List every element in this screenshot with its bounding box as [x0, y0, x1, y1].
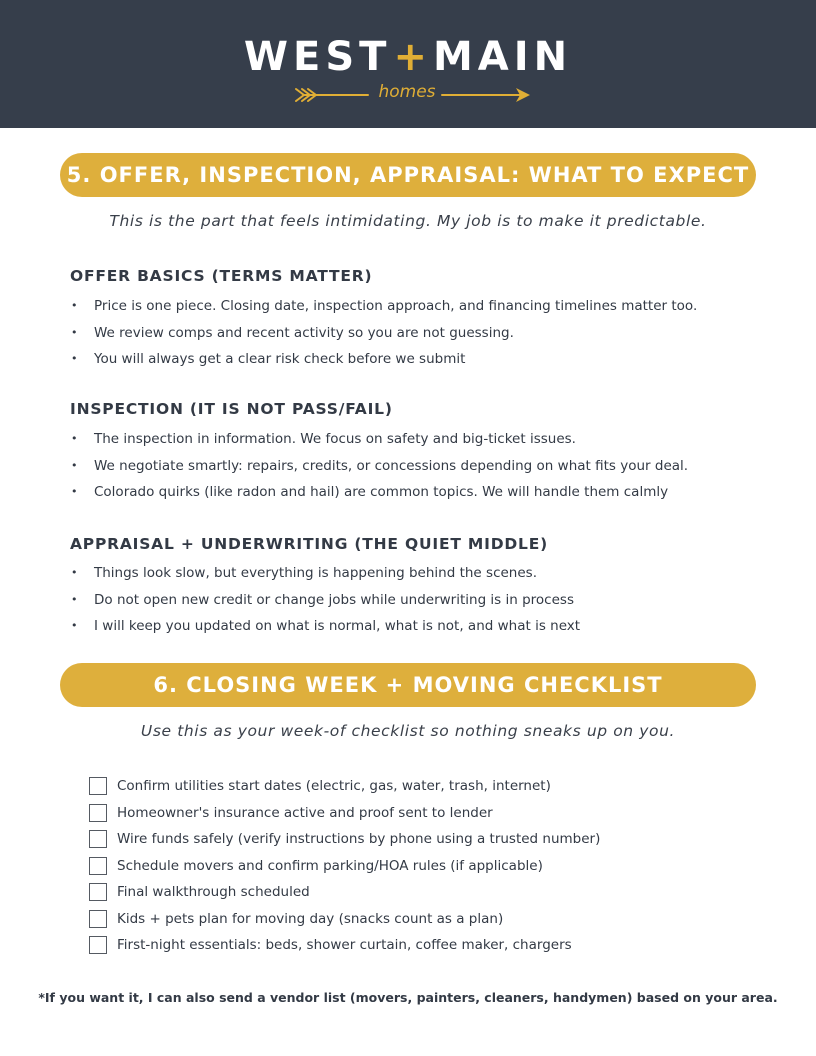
bullet-icon: •	[71, 352, 78, 365]
checkbox[interactable]	[89, 910, 107, 928]
checkbox[interactable]	[89, 857, 107, 875]
inspection-list	[70, 429, 688, 509]
bullet-icon: •	[71, 619, 78, 632]
section-5-intro: This is the part that feels intimidating. My job is to make it predictable.	[109, 212, 707, 230]
brand-logo	[0, 34, 816, 80]
moving-checklist	[89, 776, 600, 962]
checkbox[interactable]	[89, 936, 107, 954]
brand-tagline-row	[0, 82, 816, 108]
checklist-item[interactable]: First-night essentials: beds, shower curtain, coffee maker, chargers	[89, 935, 600, 962]
checklist-item[interactable]: Kids + pets plan for moving day (snacks count as a plan)	[89, 909, 600, 936]
checklist-item[interactable]: Homeowner's insurance active and proof sent to lender	[89, 803, 600, 830]
offer-basics-list	[70, 296, 697, 376]
brand-plus: +	[393, 34, 427, 80]
checklist-item[interactable]: Confirm utilities start dates (electric, gas, water, trash, internet)	[89, 776, 600, 803]
bullet-icon: •	[71, 299, 78, 312]
list-item: • Things look slow, but everything is happening behind the scenes.	[71, 565, 537, 581]
checklist-item[interactable]: Final walkthrough scheduled	[89, 882, 600, 909]
list-item: • You will always get a clear risk check before we submit	[71, 351, 466, 367]
appraisal-list	[70, 563, 580, 643]
checklist-item[interactable]: Schedule movers and confirm parking/HOA rules (if applicable)	[89, 856, 600, 883]
checkbox[interactable]	[89, 883, 107, 901]
list-item: • Price is one piece. Closing date, inspection approach, and financing timelines matter too.	[71, 298, 698, 314]
list-item: • I will keep you updated on what is normal, what is not, and what is next	[71, 618, 581, 634]
footnote: *If you want it, I can also send a vendor list (movers, painters, cleaners, handymen) based on your area.	[38, 990, 778, 1005]
appraisal-heading: APPRAISAL + UNDERWRITING (THE QUIET MIDDLE)	[70, 535, 548, 553]
bullet-icon: •	[71, 485, 78, 498]
brand-west: WEST	[243, 34, 392, 80]
bullet-icon: •	[71, 325, 78, 339]
checkbox[interactable]	[89, 777, 107, 795]
list-item: • The inspection in information. We focus on safety and big-ticket issues.	[71, 431, 576, 447]
section-6-banner: 6. CLOSING WEEK + MOVING CHECKLIST	[60, 663, 756, 707]
bullet-icon: •	[71, 592, 78, 606]
page-header	[0, 0, 816, 128]
section-6-intro: Use this as your week-of checklist so nothing sneaks up on you.	[140, 722, 676, 740]
inspection-heading: INSPECTION (IT IS NOT PASS/FAIL)	[70, 400, 393, 418]
list-item: • Colorado quirks (like radon and hail) are common topics. We will handle them calmly	[71, 484, 669, 500]
bullet-icon: •	[71, 566, 78, 579]
brand-tagline: homes	[378, 82, 436, 102]
list-item: • We negotiate smartly: repairs, credits, or concessions depending on what fits your deal.	[71, 457, 689, 474]
section-5-banner: 5. OFFER, INSPECTION, APPRAISAL: WHAT TO EXPECT	[60, 153, 756, 197]
offer-basics-heading: OFFER BASICS (TERMS MATTER)	[70, 267, 373, 285]
checkbox[interactable]	[89, 804, 107, 822]
brand-main: MAIN	[432, 34, 573, 80]
bullet-icon: •	[71, 432, 78, 445]
checkbox[interactable]	[89, 830, 107, 848]
bullet-icon: •	[71, 458, 78, 472]
checklist-item[interactable]: Wire funds safely (verify instructions by phone using a trusted number)	[89, 829, 600, 856]
list-item: • Do not open new credit or change jobs while underwriting is in process	[71, 591, 574, 608]
list-item: • We review comps and recent activity so you are not guessing.	[71, 324, 514, 341]
